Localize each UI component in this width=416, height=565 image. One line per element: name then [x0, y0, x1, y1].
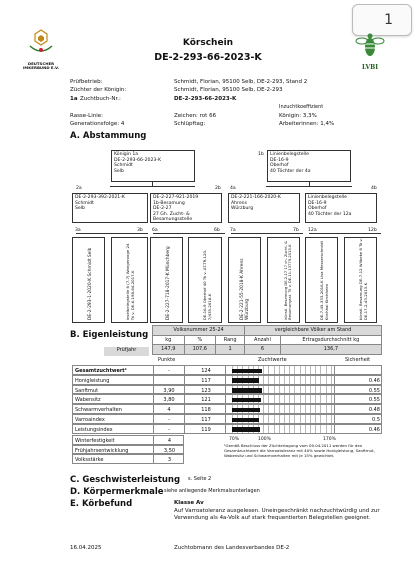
pedigree-sire-line: Oberhof — [270, 163, 289, 168]
tag-gen3: 12a — [308, 228, 317, 233]
pedigree-gen2-line: DE-2-221-166-2020-K — [231, 195, 281, 200]
pruefjahr-ertrag: 136,7 — [280, 345, 381, 355]
pedigree-gen2-line: DE-2-293-392-2021-K — [75, 195, 125, 200]
zuchtwert-bar — [232, 427, 260, 432]
pedigree-queen-label: Königin 1a — [114, 152, 139, 157]
zuchtwert-bar — [232, 378, 259, 383]
connector — [231, 233, 303, 234]
pedigree-gen3-text: DE-2-221-55-2018-K Ahrens Würzburg — [240, 258, 250, 320]
zuchtwert-name: Varroaindex — [75, 417, 105, 423]
axis-label-100: 100% — [258, 437, 271, 442]
pedigree-gen2-line: 1b-Besamung — [153, 200, 185, 206]
pedigree-sire-line: Linienbelegstelle — [270, 152, 309, 157]
zuchtwert-bar-track — [225, 386, 335, 394]
pedigree-gen3-text: Inselbelegstelle 6 (7-7) Wangerooge 24 Tö v. DE-6-198-64-2017-K — [124, 243, 135, 320]
col-rang: Rang — [216, 335, 245, 345]
pedigree-gen3-box — [111, 237, 148, 323]
extra-row-punkte: 3 — [153, 455, 185, 463]
tag-gen3: 7a — [230, 228, 236, 233]
zuchtwert-sicherheit: 0.55 — [368, 397, 380, 404]
tag-2b: 2b — [215, 186, 221, 191]
zuchtwert-row — [72, 394, 382, 404]
zuchtwert-sicherheit: 0.55 — [368, 387, 380, 394]
pruefjahr-pct: 107,6 — [184, 345, 216, 355]
section-a-title: A. Abstammung — [70, 131, 147, 141]
col-anzahl: Anzahl — [245, 335, 281, 345]
zuchtwert-bar-track — [225, 415, 335, 423]
section-c-title: C. Geschwisterleistung — [70, 475, 181, 485]
zuechter-label: Züchter der Königin: — [70, 87, 127, 93]
pedigree-gen2-line: 40 Töchter der 12a — [308, 211, 352, 217]
koenigin-label: Königin: 3,3% — [279, 113, 317, 119]
performance-summary-table — [152, 325, 382, 355]
zuchtwert-value: 119 — [201, 426, 211, 433]
extra-row — [72, 435, 184, 445]
zuchtwert-value: 118 — [201, 407, 211, 414]
pedigree-sire — [267, 150, 351, 182]
connector — [153, 233, 225, 234]
zuchtwert-value: 121 — [201, 397, 211, 404]
axis-label-70: 70% — [229, 437, 240, 442]
zuchtwert-bar — [232, 388, 262, 393]
zuechter-value: Schmidt, Florian, 95100 Selb, DE-2-293 — [174, 87, 283, 93]
footer-signature: Zuchtobmann des Landesverbandes DE-2 — [174, 545, 290, 551]
zuchtbuch-value: DE-2-293-66-2023-K — [174, 96, 237, 102]
pedigree-queen-line: DE-2-293-66-2023-K — [114, 157, 161, 163]
tag-4b: 4b — [371, 186, 377, 191]
zuchtwert-name: Honigleistung — [75, 377, 110, 384]
zuchtwert-bar-track — [225, 425, 335, 433]
pedigree-gen2-box — [305, 193, 377, 223]
zuchtwert-bar — [232, 408, 260, 413]
zuchtwert-sicherheit: 0.46 — [368, 377, 380, 384]
zuchtwert-value: 117 — [201, 417, 211, 423]
connector — [76, 233, 148, 234]
pedigree-gen3-text: künstl. Besamung DE-2-17 17 ch. Zucht- & Besamungsst. Tö v. DE-11-13779-2015-K — [284, 241, 293, 320]
section-e-title: E. Körbefund — [70, 499, 133, 509]
tag-gen3: 6a — [152, 228, 158, 233]
zuchtwert-punkte: - — [153, 366, 185, 374]
extra-row — [72, 445, 184, 455]
zuchtwert-punkte: 4 — [153, 405, 185, 413]
pedigree-gen2-line: Linienbelegstelle — [308, 195, 347, 200]
zuchtwert-name: Leistungsindex — [75, 426, 113, 433]
arbeiterinnen-label: Arbeiterinnen: 1,4% — [279, 121, 335, 127]
footer-date: 16.04.2025 — [70, 545, 102, 551]
koerbefund-klasse: Klasse Av — [174, 500, 204, 506]
pedigree-gen3-text: DE-2-293-1-2020-K Schmidt Selb — [88, 247, 93, 320]
pedigree-gen2-line: Ahrens — [231, 200, 247, 206]
dib-logo-text: DEUTSCHER IMKERBUND E.V. — [22, 61, 60, 71]
pedigree-sire-line: DE-16-9 — [270, 157, 289, 163]
extra-row-name: Volksstärke — [75, 457, 104, 464]
tag-gen3: 12b — [368, 228, 377, 233]
tag-2a: 2a — [76, 186, 82, 191]
pedigree-sire-line: 40 Töchter der 4a — [270, 168, 311, 174]
zuchtwert-punkte: 3,90 — [153, 386, 185, 394]
pruefbetrieb-value: Schmidt, Florian, 95100 Selb, DE-2-293, Stand 2 — [174, 79, 308, 85]
zuchtwert-bar-track — [225, 405, 335, 413]
pedigree-queen — [111, 150, 195, 182]
pedigree-gen2-line: Oberhof — [308, 206, 327, 211]
pedigree-gen3-box — [228, 237, 261, 323]
pedigree-gen3-box — [305, 237, 338, 323]
tag-4a: 4a — [230, 186, 236, 191]
zuchtwert-punkte: 3,80 — [153, 395, 185, 403]
zuchtwert-row — [72, 404, 382, 414]
zuchtwert-bar — [232, 398, 261, 403]
extra-row-name: Frühjahrsentwicklung — [75, 447, 129, 454]
col-zuchtwerte: Zuchtwerte — [258, 357, 287, 363]
pedigree-gen3-text: DE-2-227-718-2017-K Münchberg — [166, 246, 171, 320]
zuchtwert-bar-track — [225, 376, 335, 384]
zuchtwert-sicherheit: 0.48 — [368, 407, 380, 414]
vergleichbare-cell: vergleichbare Völker am Stand — [245, 326, 382, 336]
pedigree-gen2-box — [228, 193, 300, 223]
col-punkte: Punkte — [158, 357, 176, 363]
pruefbetrieb-label: Prüfbetrieb: — [70, 79, 103, 85]
koerbefund-text: Auf Varroatoleranz ausgelesen. Uneingeschränkt nachzuchtwürdig und zur Verwendung als 4a-Volk auf stark frequentierten Belegstellen geeignet. — [174, 508, 380, 522]
zuchtbuch-label: Zuchtbuch-Nr.: — [80, 96, 121, 102]
section-d-title: D. Körpermerkmale — [70, 487, 164, 497]
tag-gen3: 3b — [137, 228, 143, 233]
pedigree-gen2-box — [150, 193, 222, 223]
zuchtwert-sicherheit: 0.5 — [372, 417, 380, 423]
zuchtwert-row — [72, 365, 382, 375]
page-number: 1 — [384, 12, 393, 28]
pedigree-gen3-box — [72, 237, 105, 323]
zuchtwert-value: 117 — [201, 377, 211, 384]
zuchtbuch-prefix: 1a — [70, 96, 78, 102]
zeichen-label: Zeichen: rot 66 — [174, 113, 217, 119]
extra-row-punkte: 3,50 — [153, 446, 185, 454]
pedigree-gen2-line: 27 Gh. Zucht- & Besamungsstelle — [153, 211, 193, 222]
connector — [309, 233, 381, 234]
pruefjahr-label: Prüfjahr — [104, 347, 149, 356]
zuchtwert-name: Sanftmut — [75, 387, 99, 394]
pedigree-gen3-text: DE-16-9 Oberhof 40 Tö v. AT-TR-120-7/435-2016-K — [201, 249, 212, 320]
col-sicherheit: Sicherheit — [345, 357, 371, 363]
col-pct: % — [184, 335, 216, 345]
pruefjahr-anzahl: 6 — [245, 345, 281, 355]
pruefjahr-rang: 1 — [216, 345, 245, 355]
pedigree-gen3-text: künstl. Besamung DE-7-12 Wilbeke 8 Tö v. DE-17-2-43-2013-K — [357, 238, 368, 320]
generation-label: Generationsfolge: 4 — [70, 121, 125, 127]
col-kg: kg — [153, 335, 185, 345]
zuchtwert-row — [72, 375, 382, 385]
zuchtwert-name: Wabensitz — [75, 397, 101, 404]
section-b-title: B. Eigenleistung — [70, 330, 149, 340]
tag-gen3: 3a — [75, 228, 81, 233]
certificate-number: DE-2-293-66-2023-K — [154, 52, 262, 63]
pedigree-gen2-line: DE-2-227-921-2019 — [153, 195, 199, 200]
volksnummer-cell: Volksnummer 25-24 — [153, 326, 245, 336]
pedigree-gen3-text: DE-7-45-333-2016-K Lisa Messerschmidt Kirchhai Kirchheim — [318, 240, 329, 320]
axis-label-170: 170% — [323, 437, 336, 442]
pedigree-gen2-line: Würzburg — [231, 206, 254, 211]
zuchtwert-bar-track — [225, 395, 335, 403]
section-c-note: s. Seite 2 — [188, 476, 212, 482]
zuchtwert-row — [72, 424, 382, 434]
inzucht-label: Inzuchtkoeffizient — [279, 104, 324, 110]
pedigree-gen2-line: Selb — [75, 206, 85, 211]
zuchtwert-sicherheit: 0.46 — [368, 426, 380, 433]
section-d-note: siehe anliegende Merkmalsunterlagen — [164, 488, 260, 494]
zuchtwert-row — [72, 385, 382, 395]
extra-row-punkte: 4 — [153, 436, 185, 444]
zuchtwert-value: 123 — [201, 387, 211, 394]
tag-1b: 1b — [258, 152, 264, 157]
zuchtwert-row — [72, 414, 382, 424]
zuchtwert-punkte: - — [153, 425, 185, 433]
rasse-label: Rasse-Linie: — [70, 113, 104, 119]
document-title: Körschein — [182, 38, 234, 48]
zuchtwert-bar — [232, 369, 262, 374]
zuchtwert-name: Gesamtzuchtwert¹ — [75, 368, 127, 374]
extra-row — [72, 454, 184, 464]
zuchtwert-punkte — [153, 376, 185, 384]
zuchtwert-value: 124 — [201, 368, 211, 374]
pedigree-queen-line: Schmidt — [114, 163, 133, 168]
connector — [110, 186, 195, 187]
pedigree-queen-line: Selb — [114, 168, 124, 174]
pedigree-gen2-line: DE-16-9 — [308, 200, 327, 206]
zuchtwert-punkte: - — [153, 415, 185, 423]
pedigree-gen3-box — [188, 237, 222, 323]
tag-gen3: 6b — [214, 228, 220, 233]
extra-row-name: Winterfestigkeit — [75, 438, 115, 444]
pedigree-gen3-box — [267, 237, 300, 323]
pruefjahr-kg: 147,9 — [153, 345, 185, 355]
zuchtwert-name: Schwarmverhalten — [75, 407, 122, 414]
pedigree-gen2-line: Schmidt — [75, 200, 94, 206]
col-ertrag: Ertragsdurchschnitt kg — [280, 335, 381, 345]
zuchtwert-bar — [232, 418, 259, 423]
pedigree-gen2-box — [72, 193, 148, 223]
schlupftag-label: Schlüpftag: — [174, 121, 206, 127]
connector — [266, 186, 352, 187]
pedigree-gen3-box — [344, 237, 377, 323]
lvbi-logo-text: LVBI — [361, 64, 379, 71]
zuchtwert-bar-track — [225, 366, 335, 374]
footnote: ¹Gemäß Beschluss der Züchtertagung vom 09.04.2011 werden für den Gesamtzuchtwert die Varroatoleranz mit 40% sowie Honigleistung, Sanftmut, Wabensitz und Schwarmverhalten mit je 15% gewichtet. — [224, 443, 375, 458]
tag-gen3: 7b — [293, 228, 299, 233]
pedigree-gen2-line: DE-2-27 — [153, 206, 172, 211]
pedigree-gen3-box — [150, 237, 183, 323]
